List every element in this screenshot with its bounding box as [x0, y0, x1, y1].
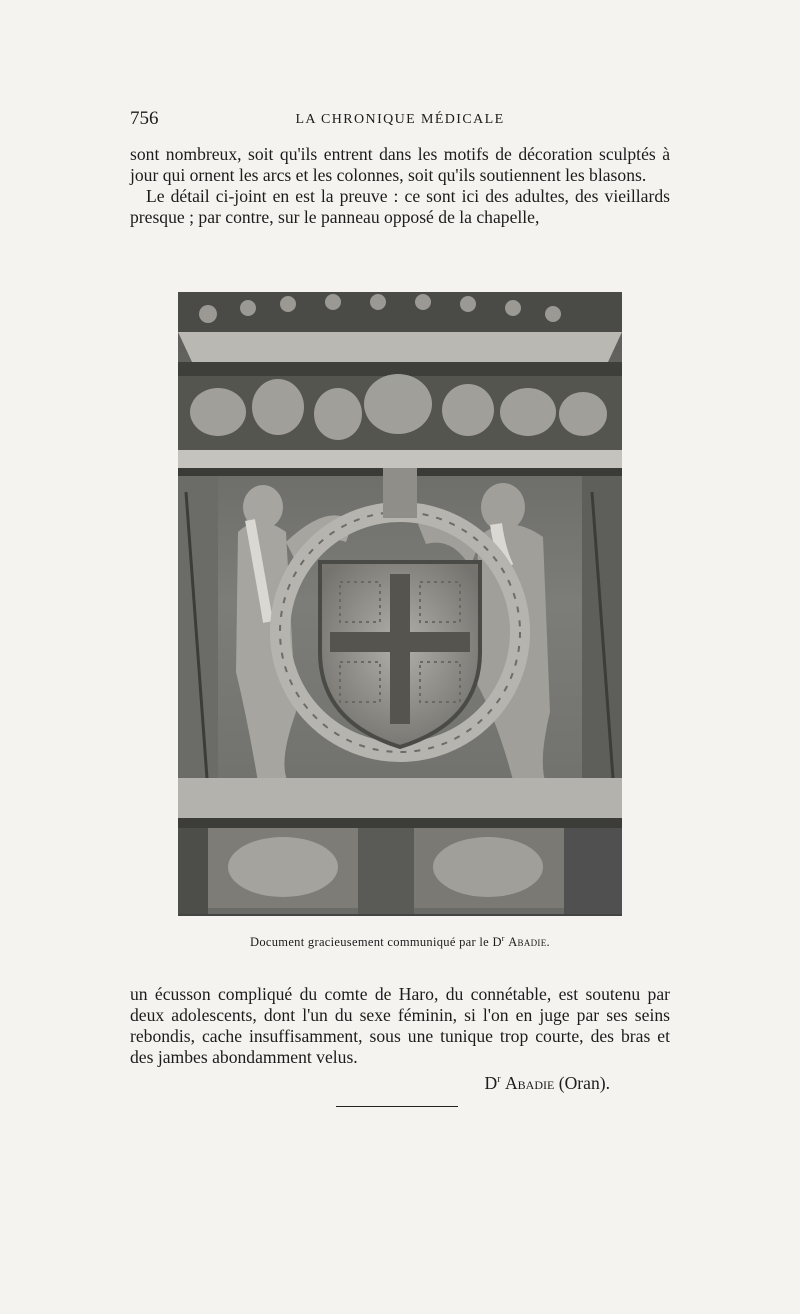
caption-text: Document gracieusement communiqué par le D	[250, 935, 502, 950]
signature-place: (Oran).	[554, 1072, 610, 1093]
caption-author: Abadie.	[508, 935, 550, 950]
bottom-text-block	[130, 984, 670, 1094]
page-header	[130, 108, 670, 134]
carving-illustration	[178, 292, 622, 914]
paragraph-detail: Le détail ci-joint en est la preuve : ce sont ici des adultes, des vieillards presque ; par contre, sur le panneau opposé de la chapelle,	[130, 186, 670, 227]
signature-prefix: D	[484, 1072, 498, 1093]
caption-superscript: r	[501, 934, 505, 943]
paragraph-continuation: sont nombreux, soit qu'ils entrent dans les motifs de décoration sculptés à jour qui ornent les arcs et les colonnes, soit qu'ils soutiennent les blasons.	[130, 144, 670, 185]
author-signature	[130, 1069, 670, 1094]
closing-rule	[336, 1106, 458, 1107]
paragraph-escutcheon: un écusson compliqué du comte de Haro, du connétable, est soutenu par deux adolescents, dont l'un du sexe féminin, si l'on en juge par ses seins rebondis, cache insuffisamment, sous une tunique trop courte, des bras et des jambes abondamment velus.	[130, 984, 670, 1067]
running-head: LA CHRONIQUE MÉDICALE	[295, 112, 505, 127]
signature-superscript: r	[497, 1074, 501, 1085]
page-number: 756	[130, 108, 159, 129]
top-text-block	[130, 144, 670, 228]
signature-name: Abadie	[504, 1072, 555, 1093]
figure-caption	[130, 934, 670, 950]
carved-coat-of-arms-photo	[178, 292, 622, 916]
